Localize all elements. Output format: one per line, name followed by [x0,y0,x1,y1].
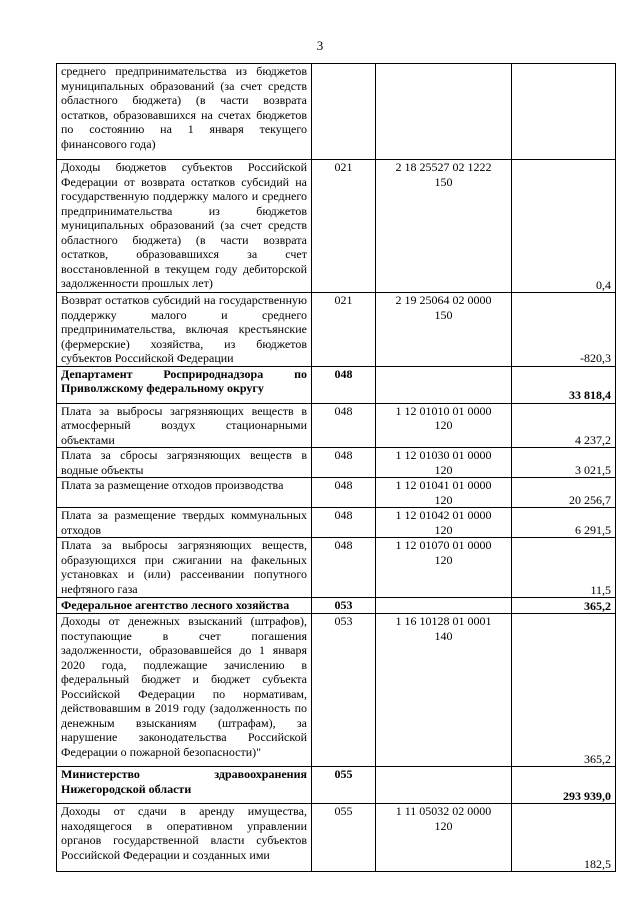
revenue-name-cell: Плата за выбросы загрязняющих веществ в атмосферный воздух стационарными объектами [57,403,312,448]
budget-code-main: 1 12 01030 01 0000 [395,448,492,462]
budget-classification-cell [376,538,512,598]
admin-code-cell: 021 [312,160,376,293]
admin-code-cell: 021 [312,293,376,367]
admin-code-cell: 048 [312,508,376,538]
amount-cell: 0,4 [512,160,616,293]
budget-classification-cell [376,366,512,403]
revenue-name-cell: Федеральное агентство лесного хозяйства [57,598,312,614]
budget-code-main: 1 12 01010 01 0000 [395,403,492,418]
budget-classification-cell [376,767,512,804]
budget-code-main: 1 12 01070 01 0000 [395,538,492,552]
budget-code-suffix: 150 [434,174,453,189]
budget-code-suffix: 140 [434,628,453,643]
budget-code-suffix: 150 [434,307,453,322]
amount-cell: 4 237,2 [512,403,616,448]
budget-classification-cell [376,293,512,367]
table-row [57,804,616,872]
admin-code-cell: 053 [312,614,376,767]
budget-code-suffix: 120 [434,522,453,537]
budget-code-main: 1 16 10128 01 0001 [395,614,492,628]
admin-code-cell: 048 [312,448,376,478]
table-row [57,160,616,293]
budget-classification-cell [376,614,512,767]
admin-code-cell: 055 [312,804,376,872]
table-row [57,64,616,160]
table-row [57,366,616,403]
budget-code-suffix: 120 [434,818,453,833]
budget-classification-cell [376,804,512,872]
revenue-name-cell: Доходы от сдачи в аренду имущества, находящегося в оперативном управлении органов государственной власти субъектов Российской Федерации и созданных ими [57,804,312,872]
amount-cell: 182,5 [512,804,616,872]
admin-code-cell: 048 [312,538,376,598]
budget-classification-cell [376,403,512,448]
admin-code-cell: 048 [312,403,376,448]
revenue-name-cell: Доходы бюджетов субъектов Российской Федерации от возврата остатков субсидий на государственную поддержку малого и среднего предпринимательства из бюджетов муниципальных образований (за счет средств областного бюджета) (в части возврата остатков, образовавшихся за счет восстановленной в текущем году дебиторской задолженности прошлых лет) [57,160,312,293]
revenue-table-body [57,64,616,872]
budget-classification-cell [376,598,512,614]
revenue-name-cell: Министерство здравоохранения Нижегородской области [57,767,312,804]
table-row [57,293,616,367]
budget-code-suffix: 120 [434,462,453,477]
revenue-name-cell: среднего предпринимательства из бюджетов муниципальных образований (за счет средств областного бюджета) (в части возврата остатков, образовавшихся на счетах бюджетов по состоянию на 1 января текущего финансового года) [57,64,312,160]
revenue-table [56,63,616,872]
admin-code-cell: 053 [312,598,376,614]
page-number: 3 [316,38,324,53]
table-row [57,538,616,598]
amount-cell: 33 818,4 [512,366,616,403]
table-row [57,478,616,508]
revenue-name-cell: Плата за сбросы загрязняющих веществ в водные объекты [57,448,312,478]
table-row [57,767,616,804]
amount-cell: 293 939,0 [512,767,616,804]
table-row [57,403,616,448]
amount-cell: 11,5 [512,538,616,598]
budget-code-main: 2 18 25527 02 1222 [395,160,492,174]
table-row [57,614,616,767]
revenue-name-cell: Плата за размещение отходов производства [57,478,312,508]
amount-cell: 365,2 [512,598,616,614]
revenue-name-cell: Возврат остатков субсидий на государственную поддержку малого и среднего предпринимательства, включая крестьянские (фермерские) хозяйства, из бюджетов субъектов Российской Федерации [57,293,312,367]
budget-code-main: 1 12 01041 01 0000 [395,478,492,492]
amount-cell: 6 291,5 [512,508,616,538]
budget-code-suffix: 120 [434,418,453,432]
revenue-name-cell: Доходы от денежных взысканий (штрафов), поступающие в счет погашения задолженности, образовавшейся до 1 января 2020 года, подлежащие зачислению в федеральный бюджет и бюджет субъекта Российской Федерации по нормативам, действовавшим в 2019 году (задолженность по денежным взысканиям (штрафам), за нарушение законодательства Российской Федерации о пожарной безопасности)" [57,614,312,767]
admin-code-cell: 048 [312,366,376,403]
revenue-name-cell: Плата за выбросы загрязняющих веществ, образующихся при сжигании на факельных установках и (или) рассеивании попутного нефтяного газа [57,538,312,598]
admin-code-cell: 055 [312,767,376,804]
budget-classification-cell [376,448,512,478]
budget-code-suffix: 120 [434,492,453,507]
table-row [57,598,616,614]
revenue-name-cell: Департамент Росприроднадзора по Приволжскому федеральному округу [57,366,312,403]
admin-code-cell: 048 [312,478,376,508]
amount-cell: 20 256,7 [512,478,616,508]
amount-cell: 3 021,5 [512,448,616,478]
amount-cell [512,64,616,160]
budget-code-main: 1 12 01042 01 0000 [395,508,492,522]
budget-classification-cell [376,478,512,508]
table-row [57,448,616,478]
budget-classification-cell [376,160,512,293]
budget-code-main: 1 11 05032 02 0000 [395,804,492,818]
budget-code-main: 2 19 25064 02 0000 [395,293,492,307]
admin-code-cell [312,64,376,160]
amount-cell: -820,3 [512,293,616,367]
revenue-name-cell: Плата за размещение твердых коммунальных отходов [57,508,312,538]
budget-classification-cell [376,64,512,160]
amount-cell: 365,2 [512,614,616,767]
budget-classification-cell [376,508,512,538]
budget-code-suffix: 120 [434,552,453,567]
table-row [57,508,616,538]
